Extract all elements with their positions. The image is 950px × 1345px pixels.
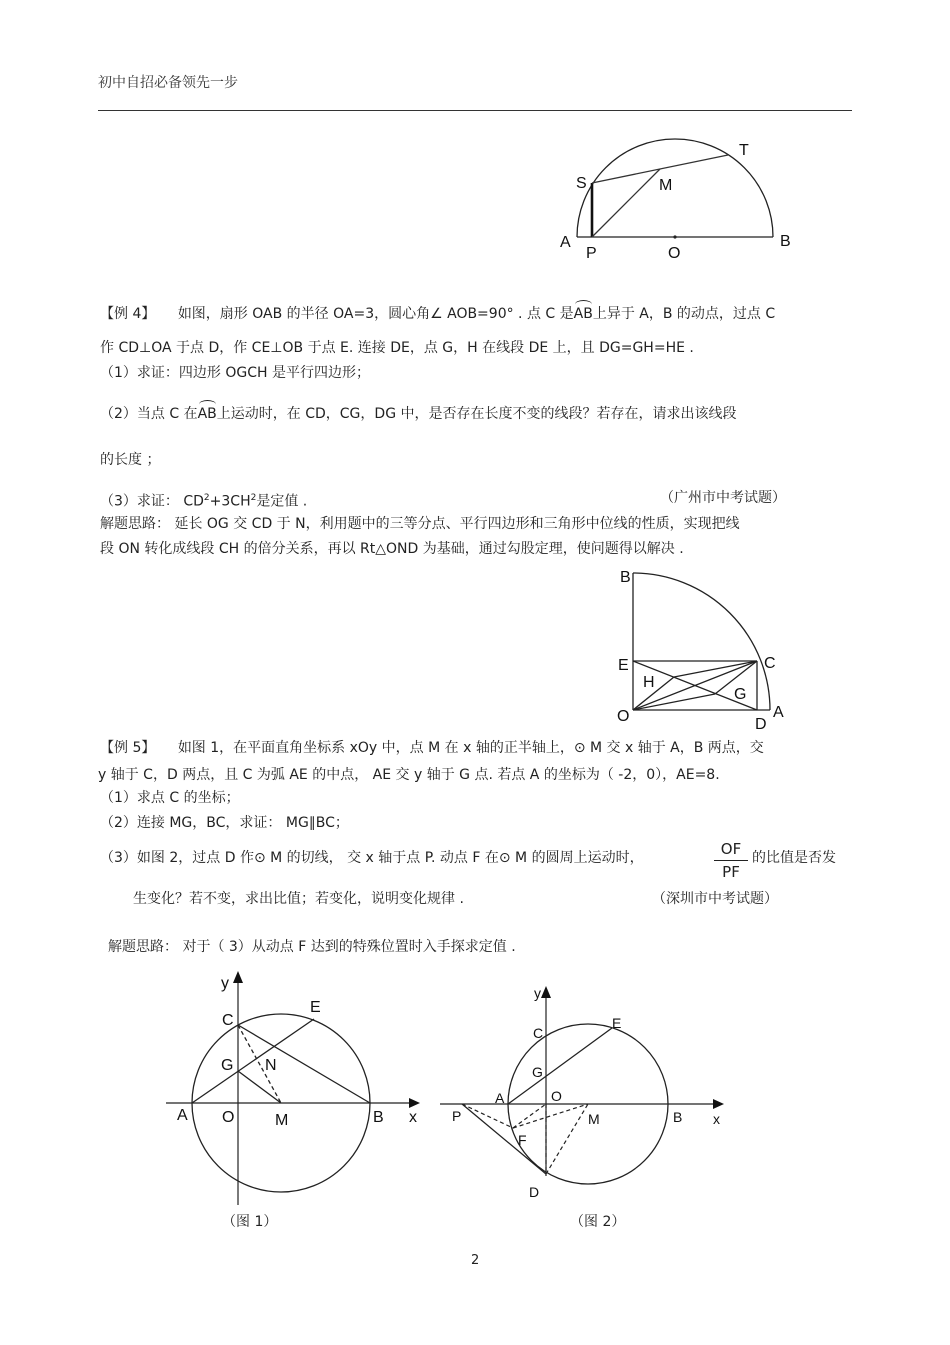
label-x: x [713,1111,720,1127]
label-M: M [659,177,673,194]
label-O: O [222,1109,235,1126]
example4-tag: 【例 4】 [100,306,156,322]
example5-source: （深圳市中考试题） [652,891,778,907]
arc-ab: AB [573,306,593,322]
label-O: O [551,1088,562,1104]
label-A: A [560,234,571,251]
example4-line1: 【例 4】 如图，扇形 OAB 的半径 OA=3，圆心角∠ AOB=90° . 点 C 是AB上异于 A，B 的动点，过点 C [100,306,776,322]
fraction-numerator: OF [720,840,742,858]
label-B: B [620,569,631,586]
label-y: y [534,985,541,1001]
header-rule [98,110,852,111]
label-C: C [222,1012,234,1029]
example5-idea: 解题思路： 对于（ 3）从动点 F 达到的特殊位置时入手探求定值 . [108,939,516,955]
example4-question3: （3）求证： $CD^2+3CH^2$是定值 . [100,493,308,510]
label-O: O [617,708,630,725]
label-G: G [532,1064,543,1080]
arc-ab-2: AB [197,406,217,422]
label-A: A [495,1090,505,1106]
figure-2 [435,980,735,1205]
example5-question1: （1）求点 C 的坐标； [100,790,240,806]
example5-line2: y 轴于 C，D 两点，且 C 为弧 AE 的中点， AE 交 y 轴于 G 点. 若点 A 的坐标为（ -2，0），AE=8. [98,767,720,783]
label-E: E [310,999,321,1016]
label-C: C [764,655,776,672]
label-E: E [618,657,629,674]
label-D: D [529,1184,540,1200]
figure-semicircle [550,130,810,270]
label-B: B [373,1109,384,1126]
fraction-denominator: PF [722,863,740,881]
label-N: N [265,1057,277,1074]
label-D: D [755,716,767,733]
example5-line1: 【例 5】 如图 1，在平面直角坐标系 xOy 中，点 M 在 x 轴的正半轴上，⊙ M 交 x 轴于 A，B 两点，交 [100,740,764,756]
label-G: G [221,1057,234,1074]
label-B: B [673,1109,683,1125]
label-P: P [586,245,597,262]
label-S: S [576,175,587,192]
example4-question2-end: 的长度 ； [100,452,161,468]
label-A: A [773,704,784,721]
label-T: T [739,142,749,159]
example4-idea-line2: 段 ON 转化成线段 CH 的倍分关系，再以 Rt△OND 为基础，通过勾股定理，使问题得以解决 . [100,541,684,557]
example4-line2: 作 CD⊥OA 于点 D，作 CE⊥OB 于点 E. 连接 DE，点 G，H 在线段 DE 上，且 DG=GH=HE . [100,340,694,356]
example5-question3: （3）如图 2，过点 D 作⊙ M 的切线， 交 x 轴于点 P. 动点 F 在⊙ M 的圆周上运动时， [100,850,644,866]
label-A: A [177,1107,188,1124]
label-E: E [612,1015,622,1031]
label-P: P [452,1108,462,1124]
fraction-of-pf [714,840,748,881]
label-x: x [409,1109,417,1126]
figure1-caption: （图 1） [222,1214,278,1230]
label-F: F [518,1132,527,1148]
figure-1 [160,965,430,1240]
page-header: 初中自招必备领先一步 [98,75,238,91]
label-G: G [734,686,747,703]
example4-question2: （2）当点 C 在AB上运动时，在 CD，CG，DG 中，是否存在长度不变的线段？若存在，请求出该线段 [100,406,737,422]
figure2-caption: （图 2） [570,1214,626,1230]
example5-question2: （2）连接 MG，BC，求证： MG∥BC； [100,815,349,831]
example5-tag: 【例 5】 [100,740,156,756]
label-B: B [780,233,791,250]
example5-question3-cont: 的比值是否发 [752,850,836,866]
label-M: M [275,1112,289,1129]
example4-idea-line1: 解题思路： 延长 OG 交 CD 于 N，利用题中的三等分点、平行四边形和三角形中位线的性质，实现把线 [100,516,740,532]
label-y: y [221,975,229,992]
example5-question3-end: 生变化？若不变，求出比值；若变化，说明变化规律 . [133,891,464,907]
figure-sector [610,565,790,735]
label-O: O [668,245,681,262]
page-number: 2 [471,1253,480,1268]
example4-source: （广州市中考试题） [660,490,786,506]
label-H: H [643,674,655,691]
label-C: C [533,1025,544,1041]
example4-question1: （1）求证：四边形 OGCH 是平行四边形； [100,365,370,381]
label-M: M [588,1111,600,1127]
